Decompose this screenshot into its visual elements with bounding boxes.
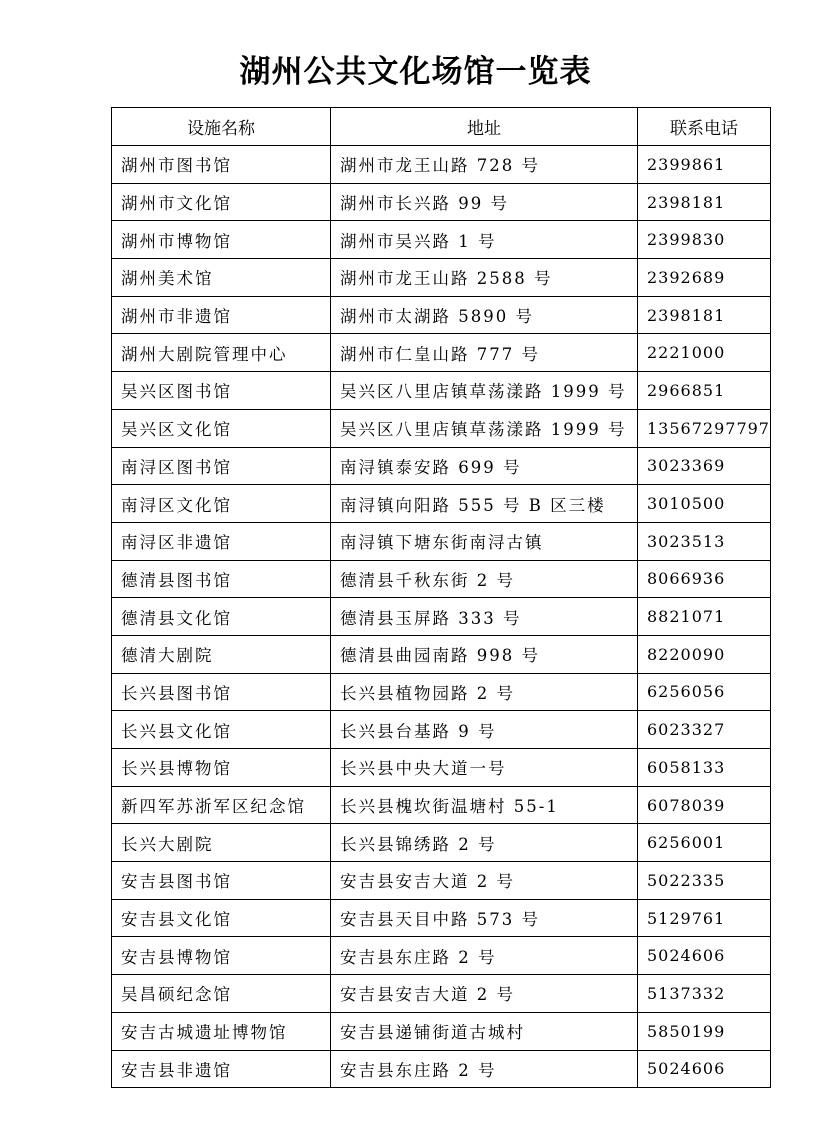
venue-address-cell: 长兴县中央大道一号: [331, 749, 638, 787]
venue-address-cell: 长兴县锦绣路 2 号: [331, 824, 638, 862]
table-row: [112, 259, 771, 297]
venue-address-cell: 湖州市太湖路 5890 号: [331, 296, 638, 334]
table-row: [112, 786, 771, 824]
table-row: [112, 975, 771, 1013]
venue-address-cell: 德清县玉屏路 333 号: [331, 598, 638, 636]
venue-name-cell: 南浔区文化馆: [112, 485, 331, 523]
venue-name-cell: 新四军苏浙军区纪念馆: [112, 786, 331, 824]
venue-phone-cell: 5024606: [638, 937, 771, 975]
table-header: [112, 108, 771, 146]
table-row: [112, 635, 771, 673]
venue-name-cell: 长兴县博物馆: [112, 749, 331, 787]
table-row: [112, 296, 771, 334]
venue-phone-cell: 5129761: [638, 899, 771, 937]
venue-address-cell: 德清县千秋东街 2 号: [331, 560, 638, 598]
venue-phone-cell: 6256056: [638, 673, 771, 711]
venue-address-cell: 吴兴区八里店镇草荡漾路 1999 号: [331, 409, 638, 447]
table-row: [112, 862, 771, 900]
venue-phone-cell: 2398181: [638, 296, 771, 334]
column-header-phone: 联系电话: [638, 108, 771, 146]
venue-address-cell: 安吉县东庄路 2 号: [331, 1050, 638, 1088]
table-row: [112, 372, 771, 410]
venue-name-cell: 吴昌硕纪念馆: [112, 975, 331, 1013]
venue-phone-cell: 2221000: [638, 334, 771, 372]
venue-phone-cell: 5137332: [638, 975, 771, 1013]
venue-phone-cell: 6058133: [638, 749, 771, 787]
venue-address-cell: 湖州市龙王山路 728 号: [331, 146, 638, 184]
venue-address-cell: 湖州市龙王山路 2588 号: [331, 259, 638, 297]
venue-phone-cell: 5024606: [638, 1050, 771, 1088]
table-row: [112, 221, 771, 259]
venue-address-cell: 南浔镇向阳路 555 号 B 区三楼: [331, 485, 638, 523]
venue-phone-cell: 5022335: [638, 862, 771, 900]
venue-phone-cell: 6256001: [638, 824, 771, 862]
table-row: [112, 522, 771, 560]
venue-name-cell: 安吉县非遗馆: [112, 1050, 331, 1088]
venue-name-cell: 安吉县博物馆: [112, 937, 331, 975]
venue-address-cell: 吴兴区八里店镇草荡漾路 1999 号: [331, 372, 638, 410]
venue-name-cell: 安吉县文化馆: [112, 899, 331, 937]
venue-phone-cell: 8066936: [638, 560, 771, 598]
venue-phone-cell: 2966851: [638, 372, 771, 410]
venue-name-cell: 湖州市博物馆: [112, 221, 331, 259]
table-row: [112, 598, 771, 636]
venue-phone-cell: 3023369: [638, 447, 771, 485]
venue-phone-cell: 2392689: [638, 259, 771, 297]
venue-name-cell: 湖州市非遗馆: [112, 296, 331, 334]
venue-address-cell: 长兴县槐坎街温塘村 55-1: [331, 786, 638, 824]
venue-phone-cell: 2399830: [638, 221, 771, 259]
venue-phone-cell: 8220090: [638, 635, 771, 673]
header-row: [112, 108, 771, 146]
venue-name-cell: 德清大剧院: [112, 635, 331, 673]
table-row: [112, 560, 771, 598]
table-row: [112, 1012, 771, 1050]
venue-address-cell: 安吉县递铺街道古城村: [331, 1012, 638, 1050]
venue-name-cell: 吴兴区图书馆: [112, 372, 331, 410]
table-row: [112, 824, 771, 862]
venue-name-cell: 长兴县文化馆: [112, 711, 331, 749]
table-row: [112, 334, 771, 372]
venue-name-cell: 湖州美术馆: [112, 259, 331, 297]
table-row: [112, 899, 771, 937]
venue-name-cell: 德清县图书馆: [112, 560, 331, 598]
column-header-name: 设施名称: [112, 108, 331, 146]
column-header-address: 地址: [331, 108, 638, 146]
venue-table: [111, 107, 771, 1088]
venue-address-cell: 德清县曲园南路 998 号: [331, 635, 638, 673]
venue-address-cell: 湖州市吴兴路 1 号: [331, 221, 638, 259]
venue-address-cell: 长兴县台基路 9 号: [331, 711, 638, 749]
venue-name-cell: 湖州市文化馆: [112, 183, 331, 221]
table-row: [112, 711, 771, 749]
venue-name-cell: 长兴县图书馆: [112, 673, 331, 711]
venue-phone-cell: 13567297797: [638, 409, 771, 447]
venue-phone-cell: 2399861: [638, 146, 771, 184]
venue-address-cell: 湖州市仁皇山路 777 号: [331, 334, 638, 372]
table-row: [112, 1050, 771, 1088]
venue-phone-cell: 2398181: [638, 183, 771, 221]
venue-phone-cell: 6078039: [638, 786, 771, 824]
venue-address-cell: 安吉县东庄路 2 号: [331, 937, 638, 975]
table-row: [112, 749, 771, 787]
table-row: [112, 673, 771, 711]
venue-name-cell: 安吉古城遗址博物馆: [112, 1012, 331, 1050]
venue-phone-cell: 3023513: [638, 522, 771, 560]
venue-name-cell: 湖州市图书馆: [112, 146, 331, 184]
venue-name-cell: 德清县文化馆: [112, 598, 331, 636]
table-row: [112, 183, 771, 221]
venue-name-cell: 长兴大剧院: [112, 824, 331, 862]
venue-phone-cell: 6023327: [638, 711, 771, 749]
venue-phone-cell: 8821071: [638, 598, 771, 636]
table-row: [112, 937, 771, 975]
venue-address-cell: 长兴县植物园路 2 号: [331, 673, 638, 711]
table-row: [112, 447, 771, 485]
venue-name-cell: 安吉县图书馆: [112, 862, 331, 900]
venue-name-cell: 南浔区非遗馆: [112, 522, 331, 560]
venue-name-cell: 南浔区图书馆: [112, 447, 331, 485]
table-row: [112, 409, 771, 447]
venue-name-cell: 吴兴区文化馆: [112, 409, 331, 447]
venue-phone-cell: 3010500: [638, 485, 771, 523]
venue-phone-cell: 5850199: [638, 1012, 771, 1050]
page-title: 湖州公共文化场馆一览表: [239, 54, 592, 90]
venue-address-cell: 安吉县安吉大道 2 号: [331, 975, 638, 1013]
venue-name-cell: 湖州大剧院管理中心: [112, 334, 331, 372]
venue-address-cell: 安吉县天目中路 573 号: [331, 899, 638, 937]
table-row: [112, 485, 771, 523]
table-body: [112, 146, 771, 1088]
venue-address-cell: 湖州市长兴路 99 号: [331, 183, 638, 221]
table-row: [112, 146, 771, 184]
venue-address-cell: 南浔镇下塘东街南浔古镇: [331, 522, 638, 560]
venue-address-cell: 南浔镇泰安路 699 号: [331, 447, 638, 485]
venue-address-cell: 安吉县安吉大道 2 号: [331, 862, 638, 900]
